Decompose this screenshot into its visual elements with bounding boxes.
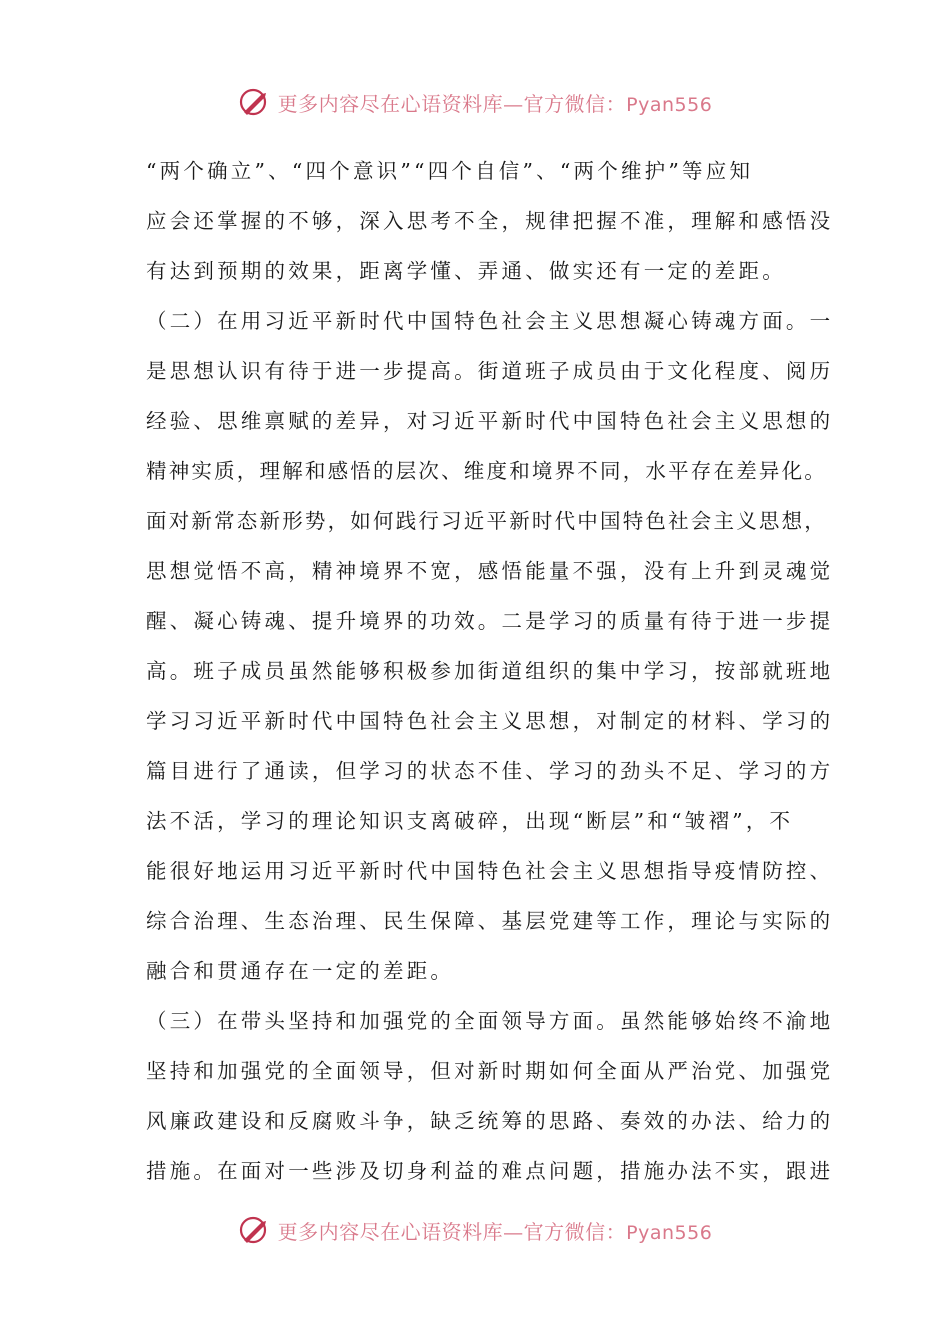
text-line: 思想觉悟不高，精神境界不宽，感悟能量不强，没有上升到灵魂觉 (146, 559, 834, 583)
text-line: 经验、思维禀赋的差异，对习近平新时代中国特色社会主义思想的 (146, 409, 834, 433)
text-line: 醒、凝心铸魂、提升境界的功效。二是学习的质量有待于进一步提 (146, 609, 834, 633)
text-line: 融合和贯通存在一定的差距。 (146, 959, 455, 983)
text-line: 能很好地运用习近平新时代中国特色社会主义思想指导疫情防控、 (146, 859, 834, 883)
pen-logo-icon (238, 85, 272, 119)
text-line: 法不活，学习的理论知识支离破碎，出现“断层”和“皱褶”，不 (146, 809, 794, 833)
text-line: 有达到预期的效果，距离学懂、弄通、做实还有一定的差距。 (146, 259, 786, 283)
header-banner (0, 82, 950, 122)
header-text (278, 88, 713, 117)
text-line: “两个确立”、“四个意识”“四个自信”、“两个维护”等应知 (146, 159, 754, 183)
text-line: 面对新常态新形势，如何践行习近平新时代中国特色社会主义思想， (146, 509, 827, 533)
text-line: （二）在用习近平新时代中国特色社会主义思想凝心铸魂方面。一 (146, 309, 834, 333)
text-line: 措施。在面对一些涉及切身利益的难点问题，措施办法不实，跟进 (146, 1159, 834, 1183)
document-body (146, 146, 834, 1196)
text-line: （三）在带头坚持和加强党的全面领导方面。虽然能够始终不渝地 (146, 1009, 834, 1033)
text-line: 学习习近平新时代中国特色社会主义思想，对制定的材料、学习的 (146, 709, 834, 733)
footer-label: 更多内容尽在心语资料库—官方微信： (277, 1219, 627, 1244)
text-line: 精神实质，理解和感悟的层次、维度和境界不同，水平存在差异化。 (146, 459, 827, 483)
pen-logo-icon (238, 1213, 272, 1247)
text-line: 坚持和加强党的全面领导，但对新时期如何全面从严治党、加强党 (146, 1059, 834, 1083)
footer-banner (0, 1210, 950, 1250)
header-label: 更多内容尽在心语资料库—官方微信： (277, 91, 627, 116)
footer-wechat-id: Pyan556 (626, 1221, 713, 1244)
text-line: 篇目进行了通读，但学习的状态不佳、学习的劲头不足、学习的方 (146, 759, 834, 783)
text-line: 应会还掌握的不够，深入思考不全，规律把握不准，理解和感悟没 (146, 209, 834, 233)
header-wechat-id: Pyan556 (626, 93, 713, 116)
text-line: 综合治理、生态治理、民生保障、基层党建等工作，理论与实际的 (146, 909, 834, 933)
footer-text (278, 1216, 713, 1245)
text-line: 风廉政建设和反腐败斗争，缺乏统筹的思路、奏效的办法、给力的 (146, 1109, 834, 1133)
text-line: 是思想认识有待于进一步提高。街道班子成员由于文化程度、阅历 (146, 359, 834, 383)
text-line: 高。班子成员虽然能够积极参加街道组织的集中学习，按部就班地 (146, 659, 834, 683)
